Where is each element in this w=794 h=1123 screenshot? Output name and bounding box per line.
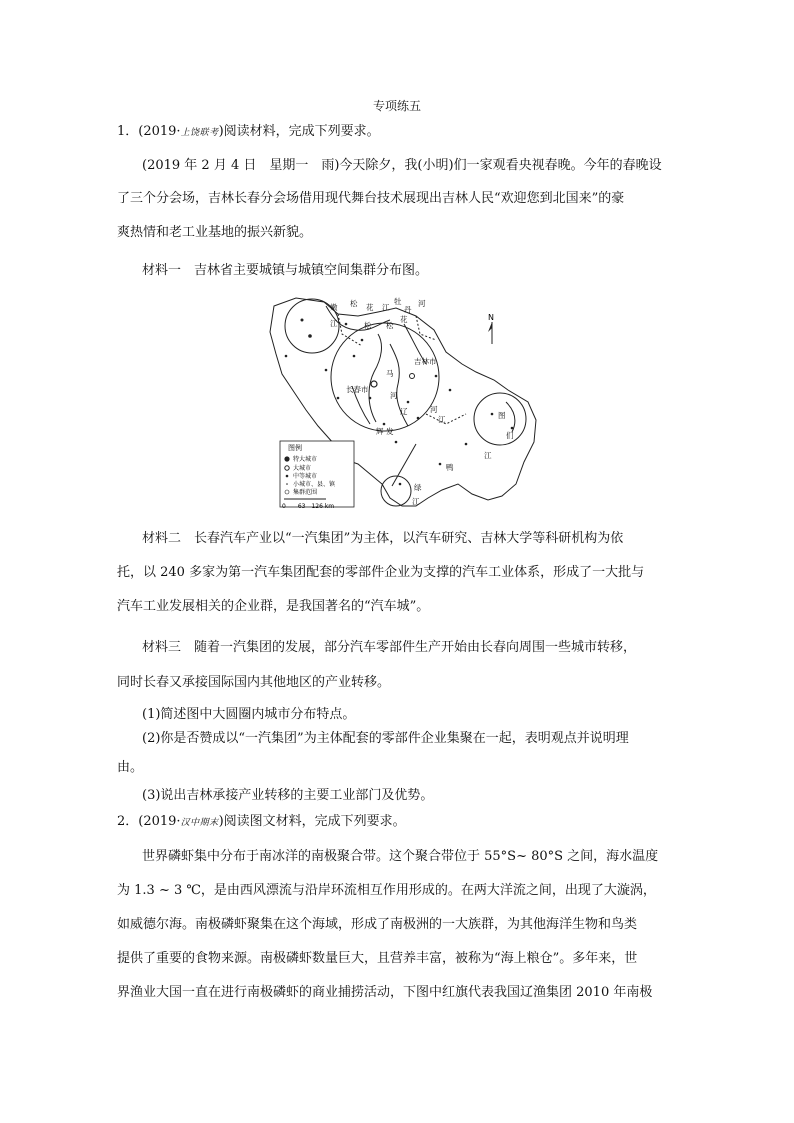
city-dot [465, 443, 468, 446]
place-label: 河 [430, 405, 438, 414]
place-label: 图 [498, 411, 506, 420]
place-label: 花 [366, 303, 374, 312]
place-label: 江 [382, 303, 390, 312]
city-dot [395, 441, 398, 444]
q2-heading [117, 814, 406, 831]
place-label: 鸭 [446, 463, 454, 472]
city-dot [491, 413, 494, 416]
changchun-marker [371, 381, 377, 387]
q1-heading-pre: 1．(2019· [117, 124, 181, 139]
legend-symbol-medium-city [286, 475, 289, 478]
q1-intro-line: 了三个分会场，吉林长春分会场借用现代舞台技术展现出吉林人民“欢迎您到北国来”的豪 [117, 191, 625, 206]
place-label: 河 [390, 391, 398, 400]
legend-item: 小城市、县、镇 [293, 481, 336, 488]
legend-item: 特大城市 [293, 456, 318, 463]
q2-heading-post: )阅读图文材料，完成下列要求。 [218, 814, 406, 829]
place-label: 发 [386, 427, 394, 436]
place-label: 松 [350, 299, 358, 308]
sub-question: 由。 [117, 760, 144, 775]
city-dot [353, 355, 356, 358]
place-label: 牡 [394, 297, 402, 306]
city-dot [383, 423, 386, 426]
place-label: 江 [412, 497, 420, 506]
material-2-line: 汽车工业发展相关的企业群，是我国著名的“汽车城”。 [117, 599, 430, 614]
city-dot [399, 483, 402, 486]
place-label: 嫩 [330, 303, 338, 312]
place-label: 长春市 [346, 385, 369, 394]
river [506, 402, 515, 432]
city-dot [308, 334, 312, 338]
place-label: 辽 [400, 407, 408, 416]
q1-intro-line: (2019 年 2 月 4 日 星期一 雨)今天除夕，我(小明)们一家观看央视春晚。今年的春晚设 [142, 158, 662, 173]
city-dot [369, 397, 372, 400]
legend-title: 图例 [288, 444, 302, 452]
city-dot [301, 319, 304, 322]
north-label: N [488, 313, 494, 322]
city-dot [417, 417, 420, 420]
city-dot [361, 339, 364, 342]
scale-label: 0 63 126 km [282, 503, 335, 510]
q2-heading-pre: 2．(2019· [117, 814, 181, 829]
sub-question: (2)你是否赞成以“一汽集团”为主体配套的零部件企业集聚在一起，表明观点并说明理 [142, 731, 629, 746]
city-dot [345, 323, 348, 326]
q2-body-line: 界渔业大国一直在进行南极磷虾的商业捕捞活动，下图中红旗代表我国辽渔集团 2010 年南极 [117, 985, 653, 1000]
city-dot [511, 427, 514, 430]
material-2-line: 材料二 长春汽车产业以“一汽集团”为主体，以汽车研究、吉林大学等科研机构为依 [142, 531, 624, 546]
place-label: 花 [400, 315, 408, 324]
place-label: 马 [386, 369, 394, 378]
q2-source: 汉中期末 [180, 818, 219, 828]
city-dot [435, 375, 438, 378]
legend-item: 中等城市 [293, 473, 318, 480]
q1-heading [117, 124, 380, 141]
place-label: 辉 [376, 427, 384, 436]
boundary [426, 414, 466, 424]
material-1-caption: 材料一 吉林省主要城镇与城镇空间集群分布图。 [142, 263, 429, 278]
q1-heading-post: )阅读材料，完成下列要求。 [218, 124, 380, 139]
legend-item: 大城市 [293, 465, 312, 472]
river [369, 334, 381, 422]
legend-symbol-small-city [286, 483, 288, 485]
river [392, 444, 416, 486]
place-label: 绿 [414, 483, 422, 492]
jilin-city-cluster-map [266, 294, 556, 516]
jilin-marker [410, 374, 415, 379]
place-label: 松 [386, 321, 394, 330]
place-label: 江 [438, 415, 446, 424]
boundary [416, 316, 436, 340]
place-label: 丹 [404, 305, 412, 314]
place-label: 松 [364, 321, 372, 330]
sub-question: (3)说出吉林承接产业转移的主要工业部门及优势。 [142, 788, 434, 803]
city-dot [285, 355, 288, 358]
legend-item: 集群范围 [293, 489, 318, 496]
material-3-line: 同时长春又承接国际国内其他地区的产业转移。 [117, 675, 391, 690]
legend-symbol-megacity [284, 456, 289, 461]
map-legend [280, 441, 354, 510]
place-label: 江 [330, 319, 338, 328]
city-dot [325, 369, 328, 372]
place-label: 吉林市 [414, 357, 437, 366]
city-dot [439, 463, 442, 466]
q2-body-line: 为 1.3 ~ 3 ℃，是由西风漂流与沿岸环流相互作用形成的。在两大洋流之间，出现了大漩涡， [117, 883, 656, 898]
material-2-line: 托，以 240 多家为第一汽车集团配套的零部件企业为支撑的汽车工业体系，形成了一大批与 [117, 565, 645, 580]
city-dot [337, 397, 340, 400]
place-label: 江 [484, 451, 492, 460]
q1-intro-line: 爽热情和老工业基地的振兴新貌。 [117, 225, 313, 240]
q2-body-line: 世界磷虾集中分布于南冰洋的南极聚合带。这个聚合带位于 55°S~ 80°S 之间，海水温度 [142, 849, 659, 864]
place-label: 河 [418, 299, 426, 308]
q2-body-line: 如威德尔海。南极磷虾聚集在这个海域，形成了南极洲的一大族群，为其他海洋生物和鸟类 [117, 917, 638, 932]
north-arrow [488, 313, 494, 344]
sub-question: (1)简述图中大圆圈内城市分布特点。 [142, 707, 356, 722]
cluster-circle-central [331, 323, 439, 431]
city-dot [407, 401, 410, 404]
q2-body-line: 提供了重要的食物来源。南极磷虾数量巨大，且营养丰富，被称为“海上粮仓”。多年来，世 [117, 951, 638, 966]
city-dot [449, 389, 452, 392]
place-label: 们 [506, 431, 514, 440]
q1-source: 上饶联考 [180, 128, 219, 138]
material-3-line: 材料三 随着一汽集团的发展，部分汽车零部件生产开始由长春向周围一些城市转移， [142, 640, 637, 655]
doc-title: 专项练五 [372, 99, 421, 113]
